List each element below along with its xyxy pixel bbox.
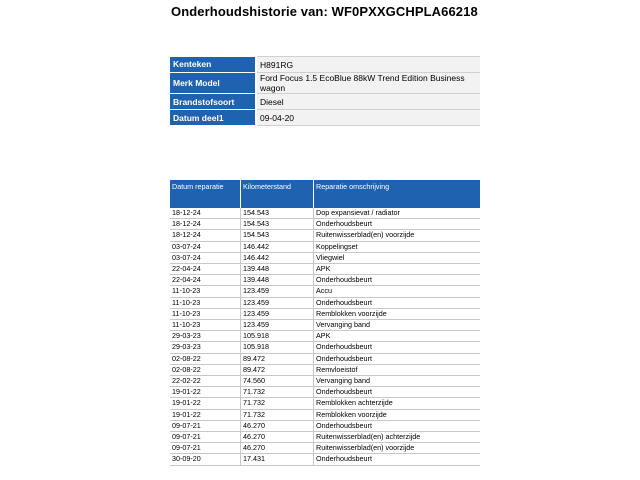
mileage-cell: 17.431: [241, 454, 314, 465]
repair-description-cell: Remblokken achterzijde: [314, 398, 481, 409]
mileage-cell: 89.472: [241, 364, 314, 375]
vehicle-info-value: Ford Focus 1.5 EcoBlue 88kW Trend Edition Business wagon: [256, 73, 480, 94]
repair-date-cell: 11-10-23: [170, 286, 241, 297]
repair-history-table: [170, 180, 480, 466]
vehicle-info-row: [170, 94, 480, 110]
mileage-cell: 89.472: [241, 353, 314, 364]
repair-date-cell: 03-07-24: [170, 241, 241, 252]
vehicle-info-table: [170, 56, 480, 126]
repair-description-cell: Vervanging band: [314, 376, 481, 387]
repair-date-cell: 30-09-20: [170, 454, 241, 465]
history-header-row: [170, 180, 480, 208]
repair-description-cell: Koppelingset: [314, 241, 481, 252]
repair-description-cell: APK: [314, 331, 481, 342]
table-row: [170, 297, 480, 308]
page-title: Onderhoudshistorie van: WF0PXXGCHPLA66218: [171, 4, 478, 19]
mileage-cell: 139.448: [241, 264, 314, 275]
repair-date-cell: 02-08-22: [170, 364, 241, 375]
header-description: Reparatie omschrijving: [314, 180, 481, 208]
repair-description-cell: Vliegwiel: [314, 252, 481, 263]
table-row: [170, 398, 480, 409]
vehicle-info-value: Diesel: [256, 94, 480, 110]
table-row: [170, 241, 480, 252]
mileage-cell: 105.918: [241, 331, 314, 342]
table-row: [170, 275, 480, 286]
table-row: [170, 376, 480, 387]
table-row: [170, 443, 480, 454]
repair-date-cell: 19-01-22: [170, 409, 241, 420]
table-row: [170, 342, 480, 353]
table-row: [170, 219, 480, 230]
repair-description-cell: Onderhoudsbeurt: [314, 420, 481, 431]
repair-date-cell: 09-07-21: [170, 443, 241, 454]
repair-date-cell: 22-04-24: [170, 264, 241, 275]
repair-description-cell: Dop expansievat / radiator: [314, 208, 481, 219]
repair-date-cell: 11-10-23: [170, 320, 241, 331]
repair-date-cell: 19-01-22: [170, 398, 241, 409]
repair-description-cell: APK: [314, 264, 481, 275]
table-row: [170, 353, 480, 364]
table-row: [170, 387, 480, 398]
mileage-cell: 74.560: [241, 376, 314, 387]
repair-date-cell: 18-12-24: [170, 219, 241, 230]
mileage-cell: 123.459: [241, 320, 314, 331]
mileage-cell: 71.732: [241, 398, 314, 409]
repair-date-cell: 29-03-23: [170, 342, 241, 353]
header-mileage: Kilometerstand: [241, 180, 314, 208]
table-row: [170, 264, 480, 275]
mileage-cell: 71.732: [241, 409, 314, 420]
repair-description-cell: Ruitenwisserblad(en) achterzijde: [314, 432, 481, 443]
mileage-cell: 123.459: [241, 297, 314, 308]
repair-description-cell: Onderhoudsbeurt: [314, 275, 481, 286]
repair-date-cell: 29-03-23: [170, 331, 241, 342]
repair-date-cell: 19-01-22: [170, 387, 241, 398]
repair-description-cell: Remblokken voorzijde: [314, 308, 481, 319]
table-row: [170, 320, 480, 331]
repair-description-cell: Vervanging band: [314, 320, 481, 331]
repair-date-cell: 03-07-24: [170, 252, 241, 263]
table-row: [170, 409, 480, 420]
table-row: [170, 364, 480, 375]
header-date: Datum reparatie: [170, 180, 241, 208]
table-row: [170, 230, 480, 241]
vehicle-info-row: [170, 73, 480, 94]
mileage-cell: 123.459: [241, 308, 314, 319]
mileage-cell: 105.918: [241, 342, 314, 353]
mileage-cell: 71.732: [241, 387, 314, 398]
repair-date-cell: 22-04-24: [170, 275, 241, 286]
mileage-cell: 146.442: [241, 252, 314, 263]
repair-description-cell: Remblokken voorzijde: [314, 409, 481, 420]
repair-date-cell: 09-07-21: [170, 432, 241, 443]
table-row: [170, 252, 480, 263]
repair-date-cell: 18-12-24: [170, 208, 241, 219]
mileage-cell: 46.270: [241, 420, 314, 431]
vehicle-info-value: H891RG: [256, 57, 480, 73]
repair-date-cell: 18-12-24: [170, 230, 241, 241]
vehicle-info-label: Merk Model: [170, 73, 256, 94]
repair-date-cell: 09-07-21: [170, 420, 241, 431]
repair-description-cell: Onderhoudsbeurt: [314, 297, 481, 308]
mileage-cell: 123.459: [241, 286, 314, 297]
repair-description-cell: Onderhoudsbeurt: [314, 219, 481, 230]
table-row: [170, 208, 480, 219]
table-row: [170, 331, 480, 342]
repair-description-cell: Onderhoudsbeurt: [314, 454, 481, 465]
repair-description-cell: Ruitenwisserblad(en) voorzijde: [314, 230, 481, 241]
table-row: [170, 454, 480, 465]
mileage-cell: 139.448: [241, 275, 314, 286]
table-row: [170, 432, 480, 443]
table-row: [170, 286, 480, 297]
repair-description-cell: Accu: [314, 286, 481, 297]
repair-date-cell: 22-02-22: [170, 376, 241, 387]
repair-description-cell: Ruitenwisserblad(en) voorzijde: [314, 443, 481, 454]
repair-date-cell: 02-08-22: [170, 353, 241, 364]
vehicle-info-row: [170, 57, 480, 73]
mileage-cell: 46.270: [241, 443, 314, 454]
table-row: [170, 308, 480, 319]
repair-date-cell: 11-10-23: [170, 297, 241, 308]
repair-description-cell: Onderhoudsbeurt: [314, 342, 481, 353]
table-row: [170, 420, 480, 431]
repair-description-cell: Remvloeistof: [314, 364, 481, 375]
repair-date-cell: 11-10-23: [170, 308, 241, 319]
repair-description-cell: Onderhoudsbeurt: [314, 387, 481, 398]
mileage-cell: 146.442: [241, 241, 314, 252]
vehicle-info-value: 09-04-20: [256, 110, 480, 126]
repair-description-cell: Onderhoudsbeurt: [314, 353, 481, 364]
mileage-cell: 154.543: [241, 219, 314, 230]
mileage-cell: 154.543: [241, 230, 314, 241]
vehicle-info-label: Datum deel1: [170, 110, 256, 126]
vehicle-info-label: Kenteken: [170, 57, 256, 73]
vehicle-info-row: [170, 110, 480, 126]
mileage-cell: 46.270: [241, 432, 314, 443]
mileage-cell: 154.543: [241, 208, 314, 219]
vehicle-info-label: Brandstofsoort: [170, 94, 256, 110]
